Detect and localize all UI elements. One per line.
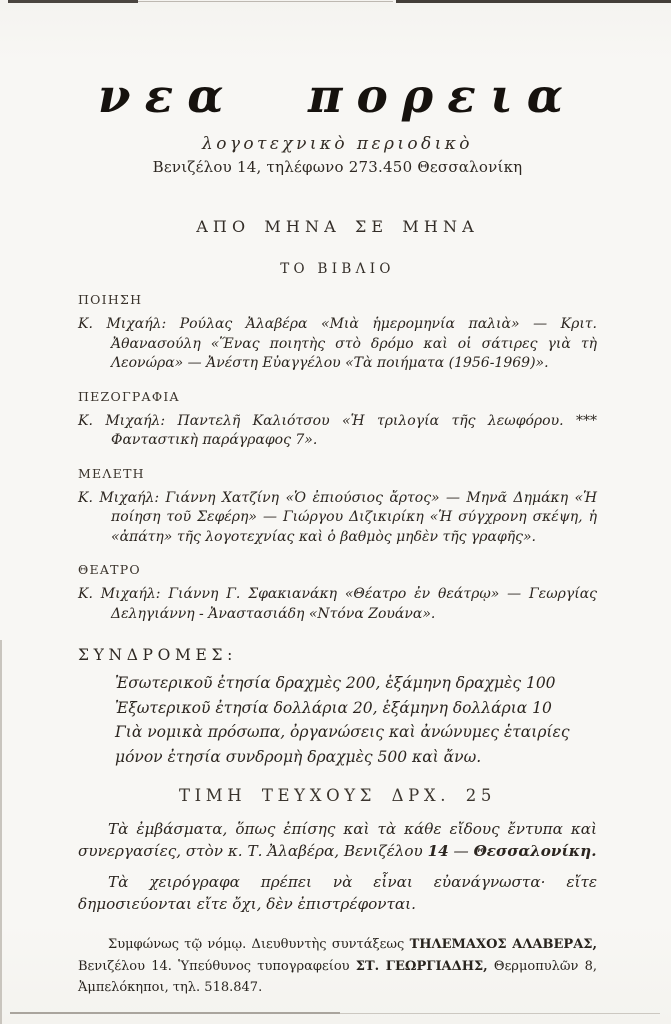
colophon xyxy=(78,934,597,999)
review-heading: ΠΟΙΗΣΗ xyxy=(78,292,143,308)
review-text: Κ. Μιχαήλ: Παντελῆ Καλιότσου «Ἡ τριλογία τῆς λεωφόρου. *** Φανταστικὴ παράγραφος 7». xyxy=(78,412,597,449)
review-study xyxy=(78,466,597,548)
review-text: Κ. Μιχαήλ: Γιάννη Χατζίνη «Ὁ ἐπιούσιος ἄρτος» — Μηνᾶ Δημάκη «Ἡ ποίηση τοῦ Σεφέρη» — Γιώργου Διζικιρίκη «Ἡ σύγχρονη σκέψη, ἡ «ἀπάτη» τῆς λογοτεχνίας καὶ ὁ βαθμὸς μηδὲν τῆς γραφῆς». xyxy=(78,489,597,545)
remittances-dash: — xyxy=(448,842,474,861)
masthead xyxy=(78,0,597,176)
review-heading: ΘΕΑΤΡΟ xyxy=(78,562,141,578)
manuscripts-notice: Τὰ χειρόγραφα πρέπει νὰ εἶναι εὐανάγνωστα· εἴτε δημοσιεύονται εἴτε ὄχι, δὲν ἐπιστρέφονται. xyxy=(78,873,597,914)
review-heading: ΜΕΛΕΤΗ xyxy=(78,465,145,481)
review-text: Κ. Μιχαήλ: Ρούλας Ἀλαβέρα «Μιὰ ἡμερομηνία παλιὰ» — Κριτ. Ἀθανασούλη «Ἕνας ποιητὴς στὸ δρόμο καὶ οἱ σάτιρες γιὰ τὴ Λεονώρα» — Ἀνέστη Εὐαγγέλου «Τὰ ποιήματα (1956-1969)». xyxy=(78,316,597,372)
subscriptions-block xyxy=(78,646,597,769)
column-header: ΑΠΟ ΜΗΝΑ ΣΕ ΜΗΝΑ xyxy=(196,217,479,237)
scan-artifact-top-middle xyxy=(138,1,393,2)
scan-artifact-bottom-right xyxy=(340,1013,660,1014)
book-reviews xyxy=(78,292,597,624)
review-poetry xyxy=(78,292,597,374)
subscriptions-heading: ΣΥΝΔΡΟΜΕΣ: xyxy=(78,646,237,665)
review-heading: ΠΕΖΟΓΡΑΦΙΑ xyxy=(78,388,180,404)
subscription-domestic: Ἐσωτερικοῦ ἐτησία δραχμὲς 200, ἑξάμηνη δραχμὲς 100 xyxy=(115,674,556,693)
subscription-foreign: Ἐξωτερικοῦ ἐτησία δολλάρια 20, ἑξάμηνη δολλάρια 10 xyxy=(115,698,552,717)
remittances-text: Τὰ ἐμβάσματα, ὅπως ἐπίσης καὶ τὰ κάθε εἴδους ἔντυπα καὶ συνεργασίες, στὸν κ. Τ. Ἀλαβέρα, Βενιζέλου xyxy=(78,820,597,861)
colophon-text: Συμφώνως τῷ νόμῳ. Διευθυντὴς συντάξεως xyxy=(108,937,410,953)
scan-artifact-left xyxy=(0,640,2,1024)
colophon-text: Θερμοπυλῶν 8, Ἀμπελόκηποι, τηλ. 518.847. xyxy=(78,958,597,996)
remittances-city: Θεσσαλονίκη. xyxy=(473,842,597,861)
colophon-text: Βενιζέλου 14. Ὑπεύθυνος τυπογραφείου xyxy=(78,958,356,974)
remittances-street-number: 14 xyxy=(427,842,449,861)
remittances-notice xyxy=(78,818,597,862)
subscription-legal-entities: Γιὰ νομικὰ πρόσωπα, ὀργανώσεις καὶ ἀνώνυμες ἑταιρίες μόνον ἐτησία συνδρομὴ δραχμὲς 500 καὶ ἄνω. xyxy=(115,723,570,766)
review-prose xyxy=(78,389,597,451)
magazine-subtitle: λογοτεχνικὸ περιοδικὸ xyxy=(202,134,473,155)
scan-artifact-bottom-left xyxy=(10,1012,340,1014)
review-text: Κ. Μιχαήλ: Γιάννη Γ. Σφακιανάκη «Θέατρο ἐν θεάτρῳ» — Γεωργίας Δεληγιάννη - Ἀναστασιάδη «Ντόνα Ζουάνα». xyxy=(78,586,597,622)
issue-price-line: ΤΙΜΗ ΤΕΥΧΟΥΣ ΔΡΧ. 25 xyxy=(178,786,497,806)
section-title: ΤΟ ΒΙΒΛΙΟ xyxy=(280,261,395,278)
colophon-editor-name: ΤΗΛΕΜΑΧΟΣ ΑΛΑΒΕΡΑΣ, xyxy=(409,937,597,953)
magazine-title: νεα πορεια xyxy=(97,69,578,124)
scan-artifact-top-left xyxy=(8,0,138,3)
review-theatre xyxy=(78,562,597,624)
magazine-address: Βενιζέλου 14, τηλέφωνο 273.450 Θεσσαλονίκη xyxy=(152,158,523,177)
scan-artifact-top-right xyxy=(396,0,671,3)
colophon-printer-name: ΣΤ. ΓΕΩΡΓΙΑΔΗΣ, xyxy=(355,958,488,974)
